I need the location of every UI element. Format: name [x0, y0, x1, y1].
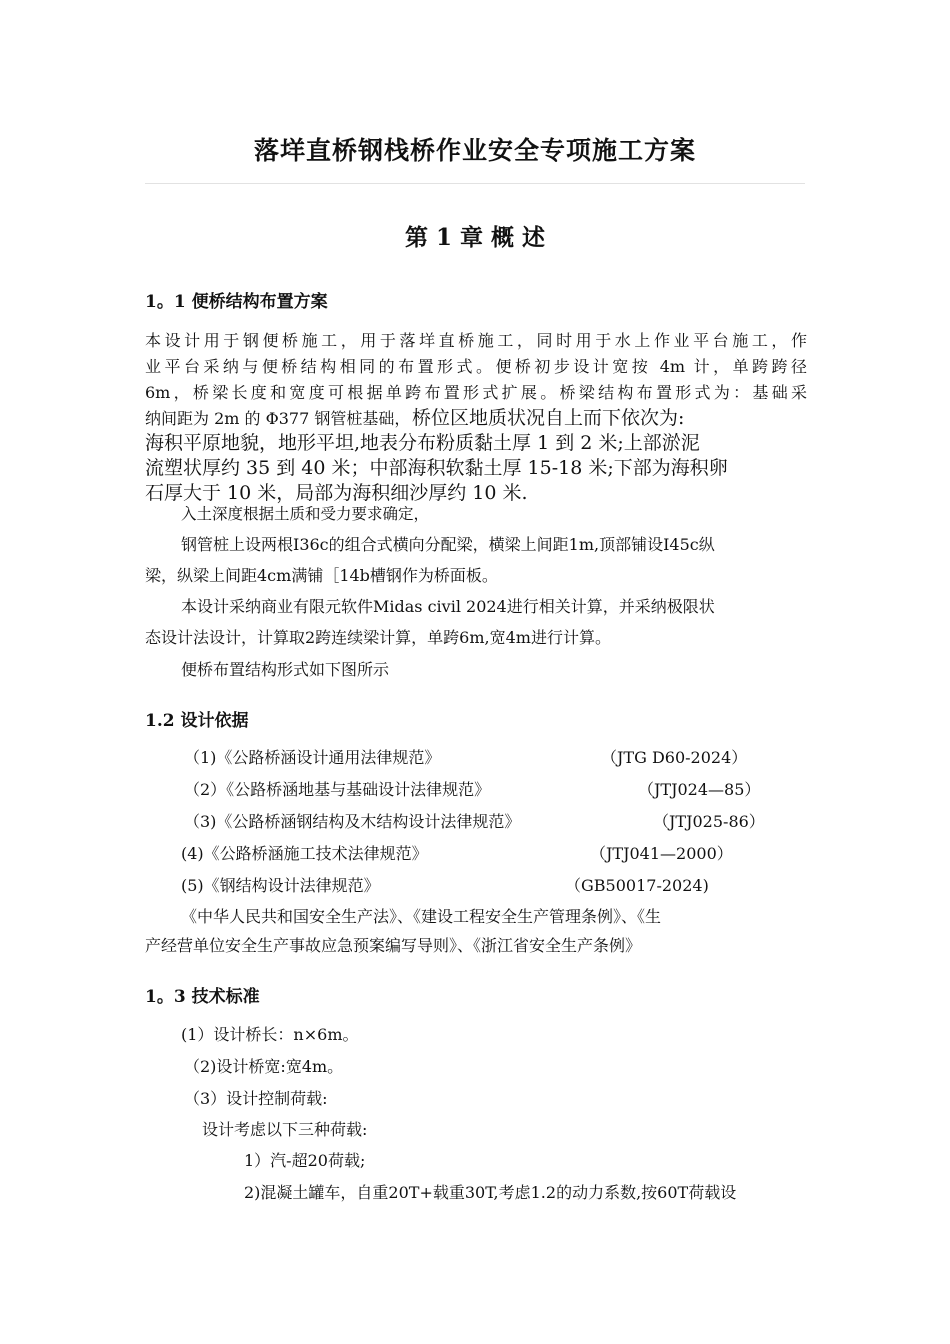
reference-name: （2）《公路桥涵地基与基础设计法律规范》 [184, 780, 491, 799]
paragraph-line: 石厚大于 10 米，局部为海积细沙厚约 10 米. [145, 482, 528, 504]
paragraph-line: 流塑状厚约 35 到 40 米；中部海积软黏土厚 15-18 米;下部为海积卵 [145, 457, 728, 479]
list-item: (1）设计桥长：n×6m。 [181, 1025, 359, 1044]
reference-code: （JTJ041—2000） [590, 844, 733, 863]
reference-code: （GB50017-2024) [565, 876, 709, 895]
document-title: 落垟直桥钢栈桥作业安全专项施工方案 [253, 136, 696, 165]
paragraph-line: 业平台采纳与便桥结构相同的布置形式。便桥初步设计宽按 4m 计，单跨跨径 [145, 357, 807, 376]
section-heading-1-3: 1。3 技术标准 [145, 987, 260, 1007]
reference-code: （JTJ024—85） [638, 780, 761, 799]
paragraph-line: 梁，纵梁上间距4cm满铺［14b槽钢作为桥面板。 [145, 566, 498, 585]
section-heading-1-2: 1.2 设计依据 [145, 711, 249, 731]
paragraph-line: 态设计法设计，计算取2跨连续梁计算，单跨6m,宽4m进行计算。 [145, 628, 611, 647]
list-item: 2)混凝土罐车，自重20T+载重30T,考虑1.2的动力系数,按60T荷载设 [244, 1183, 737, 1202]
paragraph-line: 《中华人民共和国安全生产法》、《建设工程安全生产管理条例》、《生 [181, 907, 662, 926]
section-heading-1-1: 1。1 便桥结构布置方案 [145, 292, 328, 312]
list-item: （3）设计控制荷载: [184, 1089, 328, 1108]
paragraph-line: 钢管桩上设两根I36c的组合式横向分配梁，横梁上间距1m,顶部铺设I45c纵 [181, 535, 715, 554]
reference-code: （JTG D60-2024） [601, 748, 748, 767]
paragraph-line: 产经营单位安全生产事故应急预案编写导则》、《浙江省安全生产条例》 [145, 936, 642, 955]
reference-code: （JTJ025-86） [653, 812, 765, 831]
paragraph-line: 本设计用于钢便桥施工，用于落垟直桥施工，同时用于水上作业平台施工，作 [145, 331, 807, 350]
reference-name: (4)《公路桥涵施工技术法律规范》 [181, 844, 428, 863]
paragraph-line: 便桥布置结构形式如下图所示 [181, 660, 390, 679]
reference-name: （3)《公路桥涵钢结构及木结构设计法律规范》 [184, 812, 521, 831]
chapter-heading: 第 1 章 概 述 [404, 224, 546, 251]
title-divider [145, 183, 805, 184]
paragraph-line: 入土深度根据土质和受力要求确定， [181, 505, 430, 523]
list-item: （2)设计桥宽:宽4m。 [184, 1057, 344, 1076]
paragraph-line: 纳间距为 2m 的 Φ377 钢管桩基础， [145, 409, 411, 428]
paragraph-line: 6m，桥梁长度和宽度可根据单跨布置形式扩展。桥梁结构布置形式为：基础采 [145, 383, 807, 402]
paragraph-line: 海积平原地貌，地形平坦,地表分布粉质黏土厚 1 到 2 米;上部淤泥 [145, 432, 700, 454]
paragraph-line: 本设计采纳商业有限元软件Midas civil 2024进行相关计算，并采纳极限状 [181, 597, 715, 616]
list-item: 1）汽-超20荷载; [244, 1151, 366, 1170]
paragraph-line: 桥位区地质状况自上而下依次为: [412, 407, 685, 429]
reference-name: （1)《公路桥涵设计通用法律规范》 [184, 748, 441, 767]
reference-name: (5)《钢结构设计法律规范》 [181, 876, 380, 895]
paragraph-line: 设计考虑以下三种荷载: [202, 1120, 368, 1139]
